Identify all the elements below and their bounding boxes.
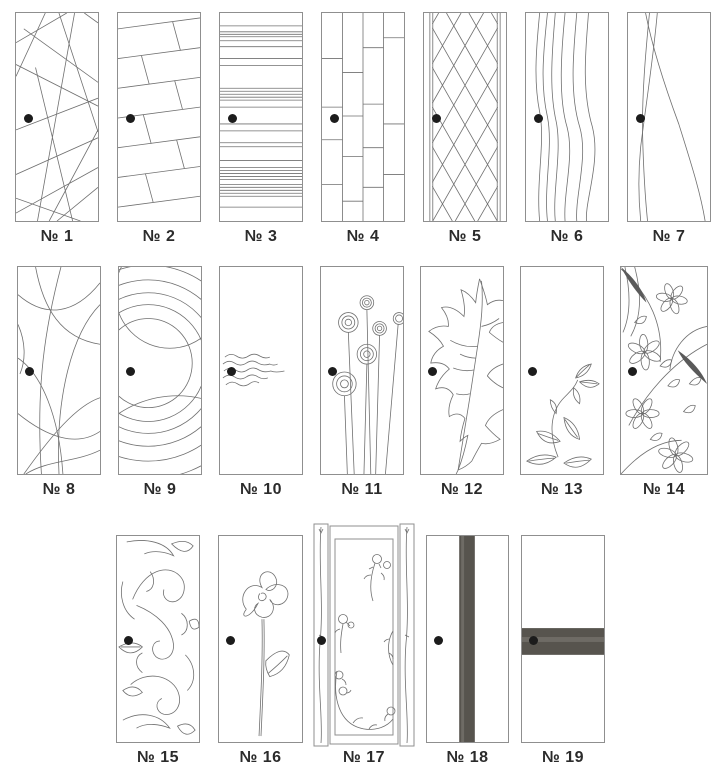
handle-dot bbox=[124, 636, 133, 645]
handle-dot bbox=[126, 367, 135, 376]
door-panel-19[interactable] bbox=[521, 535, 605, 743]
handle-dot bbox=[228, 114, 237, 123]
pattern-framed-floral-branches-art bbox=[313, 523, 415, 747]
panel-label: № 14 bbox=[642, 481, 686, 498]
panel-label: № 13 bbox=[540, 481, 584, 498]
door-panel-17[interactable] bbox=[313, 523, 415, 747]
door-panel-6[interactable] bbox=[525, 12, 609, 222]
door-panel-16[interactable] bbox=[218, 535, 303, 743]
panel-label: № 5 bbox=[448, 228, 482, 245]
handle-dot bbox=[330, 114, 339, 123]
door-panel-4[interactable] bbox=[321, 12, 405, 222]
handle-dot bbox=[126, 114, 135, 123]
panel-label: № 7 bbox=[652, 228, 686, 245]
handle-dot bbox=[434, 636, 443, 645]
door-panel-15[interactable] bbox=[116, 535, 200, 743]
door-panel-10[interactable] bbox=[219, 266, 303, 475]
panel-label: № 19 bbox=[541, 749, 585, 766]
panel-label: № 9 bbox=[143, 481, 177, 498]
handle-dot bbox=[534, 114, 543, 123]
panel-label: № 4 bbox=[346, 228, 380, 245]
handle-dot bbox=[528, 367, 537, 376]
handle-dot bbox=[328, 367, 337, 376]
panel-label: № 17 bbox=[342, 749, 386, 766]
panel-label: № 15 bbox=[136, 749, 180, 766]
handle-dot bbox=[432, 114, 441, 123]
panel-label: № 2 bbox=[142, 228, 176, 245]
handle-dot bbox=[227, 367, 236, 376]
panel-label: № 3 bbox=[244, 228, 278, 245]
door-panel-5[interactable] bbox=[423, 12, 507, 222]
door-panel-3[interactable] bbox=[219, 12, 303, 222]
handle-dot bbox=[428, 367, 437, 376]
door-panel-1[interactable] bbox=[15, 12, 99, 222]
panel-label: № 16 bbox=[239, 749, 282, 766]
panel-label: № 12 bbox=[440, 481, 484, 498]
door-panel-18[interactable] bbox=[426, 535, 509, 743]
handle-dot bbox=[24, 114, 33, 123]
handle-dot bbox=[636, 114, 645, 123]
panel-label: № 10 bbox=[239, 481, 283, 498]
handle-dot bbox=[628, 367, 637, 376]
panel-label: № 1 bbox=[40, 228, 74, 245]
handle-dot bbox=[25, 367, 34, 376]
panel-label: № 8 bbox=[42, 481, 76, 498]
door-panel-14[interactable] bbox=[620, 266, 708, 475]
door-panel-7[interactable] bbox=[627, 12, 711, 222]
panel-label: № 11 bbox=[341, 481, 383, 498]
door-panel-13[interactable] bbox=[520, 266, 604, 475]
panel-label: № 18 bbox=[446, 749, 489, 766]
handle-dot bbox=[317, 636, 326, 645]
handle-dot bbox=[529, 636, 538, 645]
panel-label: № 6 bbox=[550, 228, 584, 245]
door-panel-8[interactable] bbox=[17, 266, 101, 475]
door-panel-9[interactable] bbox=[118, 266, 202, 475]
door-panel-12[interactable] bbox=[420, 266, 504, 475]
door-panel-11[interactable] bbox=[320, 266, 404, 475]
handle-dot bbox=[226, 636, 235, 645]
door-panel-2[interactable] bbox=[117, 12, 201, 222]
